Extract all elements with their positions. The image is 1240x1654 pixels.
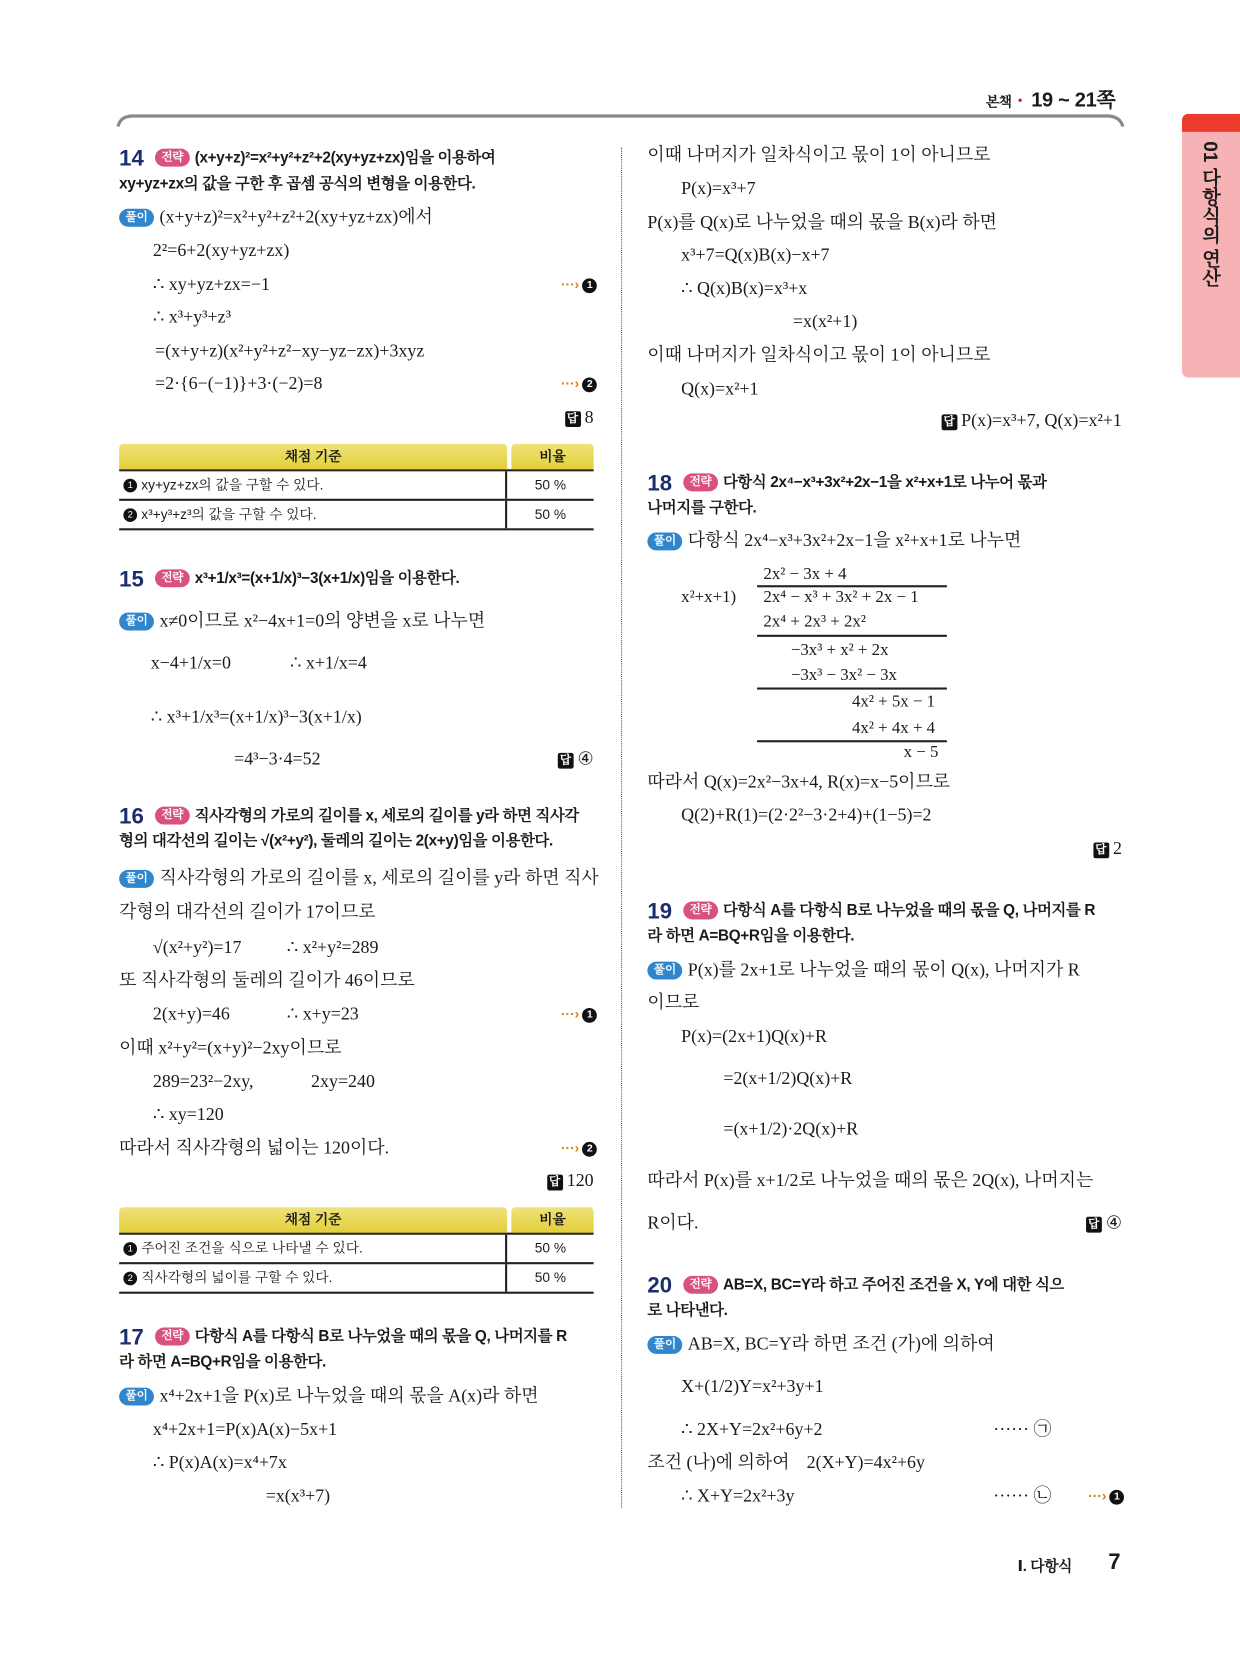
problem-number: 18 [647, 471, 673, 496]
equation: =(x+1/2)·2Q(x)+R [723, 1118, 859, 1139]
answer: 답 8 [565, 406, 594, 429]
solution-line: 풀이 x≠0이므로 x²−4x+1=0의 양변을 x로 나누면 [119, 609, 485, 632]
equation-label: ······ ㉡ [993, 1485, 1052, 1506]
equation: ∴ x²+y²=289 [286, 937, 379, 958]
equation: 2(X+Y)=4x²+6y [806, 1451, 925, 1472]
text-line: R이다. [647, 1212, 699, 1233]
equation: Q(x)=x²+1 [681, 378, 759, 399]
table-row: 2 직사각형의 넓이를 구할 수 있다. 50 % [119, 1262, 593, 1294]
chapter-side-tab[interactable] [1182, 114, 1240, 378]
division-remainder: x − 5 [903, 743, 939, 762]
answer: 답 2 [1093, 837, 1122, 860]
answer-icon: 답 [565, 411, 581, 427]
strategy-line: 전략 다항식 2x⁴−x³+3x²+2x−1을 x²+x+1로 나누어 몫과 [683, 471, 1046, 494]
header-rule [116, 112, 1126, 129]
solution-line: 풀이 AB=X, BC=Y라 하면 조건 (가)에 의하여 [647, 1333, 994, 1356]
equation: ∴ X+Y=2x²+3y [681, 1485, 795, 1506]
solution-line: 풀이 다항식 2x⁴−x³+3x²+2x−1을 x²+x+1로 나누면 [647, 529, 1021, 552]
equation: ∴ x³+y³+z³ [152, 306, 232, 327]
step-marker-1: ···› 1 [1088, 1485, 1124, 1508]
equation: ∴ x³+1/x³=(x+1/x)³−3(x+1/x) [150, 706, 362, 727]
strategy-text: xy+yz+zx의 값을 구한 후 곱셈 공식의 변형을 이용한다. [119, 176, 476, 193]
equation: ∴ xy=120 [152, 1103, 224, 1125]
text-line: 이때 나머지가 일차식이고 몫이 1이 아니므로 [647, 144, 991, 165]
equation: √(x²+y²)=17 [152, 937, 242, 958]
text-line: P(x)를 Q(x)로 나누었을 때의 몫을 B(x)라 하면 [647, 211, 997, 232]
equation: x⁴+2x+1=P(x)A(x)−5x+1 [152, 1419, 338, 1440]
chapter-tab-label: 01 다항식의 연산 [1199, 141, 1222, 287]
equation-label: ······ ㉠ [993, 1419, 1052, 1440]
equation: ∴ Q(x)B(x)=x³+x [681, 278, 808, 299]
table-header-criteria: 채점 기준 [119, 1207, 507, 1232]
problem-number: 15 [119, 567, 144, 592]
division-step: −3x³ + x² + 2x [790, 641, 889, 660]
header-pages: 19 ~ 21쪽 [1031, 89, 1116, 112]
table-row: 1 xy+yz+zx의 값을 구할 수 있다. 50 % [119, 469, 593, 499]
solution-line: 풀이 x⁴+2x+1을 P(x)로 나누었을 때의 몫을 A(x)라 하면 [119, 1384, 538, 1407]
strategy-text: 라 하면 A=BQ+R임을 이용한다. [647, 927, 855, 945]
text-line: 각형의 대각선의 길이가 17이므로 [119, 901, 376, 922]
division-quotient: 2x² − 3x + 4 [763, 565, 847, 584]
strategy-line: 전략 다항식 A를 다항식 B로 나누었을 때의 몫을 Q, 나머지를 R [155, 1325, 567, 1348]
strategy-text: 형의 대각선의 길이는 √(x²+y²), 둘레의 길이는 2(x+y)임을 이용한다. [119, 832, 553, 850]
strategy-text: 나머지를 구한다. [647, 499, 757, 517]
table-header-ratio: 비율 [511, 444, 593, 469]
answer: 답 ④ [558, 748, 594, 771]
solution-line: 풀이 P(x)를 2x+1로 나누었을 때의 몫이 Q(x), 나머지가 R [647, 958, 1079, 981]
text-line: 이므로 [647, 992, 700, 1013]
table-row: 2 x³+y³+z³의 값을 구할 수 있다. 50 % [119, 499, 593, 531]
division-divisor: x²+x+1) [681, 588, 737, 607]
equation: ∴ x+1/x=4 [289, 652, 367, 673]
text-line: 이때 나머지가 일차식이고 몫이 1이 아니므로 [647, 344, 991, 365]
equation: 289=23²−2xy, [152, 1071, 254, 1092]
strategy-line: 전략 직사각형의 가로의 길이를 x, 세로의 길이를 y라 하면 직사각 [155, 805, 579, 828]
column-divider [621, 148, 622, 1508]
table-header-criteria: 채점 기준 [119, 444, 507, 469]
strategy-text: 라 하면 A=BQ+R임을 이용한다. [119, 1353, 326, 1371]
problem-number: 17 [119, 1325, 144, 1350]
equation: P(x)=x³+7 [681, 178, 756, 199]
equation: =x(x³+7) [265, 1485, 331, 1506]
division-step: −3x³ − 3x² − 3x [790, 666, 897, 685]
table-row: 1 주어진 조건을 식으로 나타낼 수 있다. 50 % [119, 1233, 593, 1263]
division-step: 4x² + 4x + 4 [851, 719, 936, 738]
step-marker-2: ···› 2 [561, 1137, 597, 1160]
equation: 2(x+y)=46 [152, 1003, 230, 1024]
answer: 답 P(x)=x³+7, Q(x)=x²+1 [941, 409, 1122, 432]
grading-table [119, 444, 593, 530]
text-line: 또 직사각형의 둘레의 길이가 46이므로 [119, 970, 415, 991]
strategy-line: 전략 AB=X, BC=Y라 하고 주어진 조건을 X, Y에 대한 식으 [683, 1274, 1064, 1297]
answer: 답 120 [547, 1169, 594, 1192]
division-dividend: 2x⁴ − x³ + 3x² + 2x − 1 [763, 588, 919, 607]
equation: =4³−3·4=52 [234, 748, 321, 769]
strategy-line: 전략 x³+1/x³=(x+1/x)³−3(x+1/x)임을 이용한다. [155, 567, 459, 590]
division-step: 4x² + 5x − 1 [851, 692, 936, 711]
division-step: 2x⁴ + 2x³ + 2x² [763, 612, 866, 631]
equation: P(x)=(2x+1)Q(x)+R [681, 1025, 827, 1046]
strategy-badge: 전략 [155, 149, 189, 167]
equation: Q(2)+R(1)=(2·2²−3·2+4)+(1−5)=2 [681, 804, 932, 825]
step-marker-1: ···› 1 [561, 273, 597, 296]
equation: ∴ xy+yz+zx=−1 [152, 274, 270, 295]
strategy-text: 로 나타낸다. [647, 1302, 728, 1320]
equation: 2xy=240 [311, 1071, 375, 1092]
step-marker-1: ···› 1 [561, 1003, 597, 1026]
text-line: 이때 x²+y²=(x+y)²−2xy이므로 [119, 1037, 342, 1058]
solution-badge: 풀이 [119, 209, 154, 227]
header-book-label: 본책 [985, 93, 1012, 110]
equation: =2·{6−(−1)}+3·(−2)=8 [154, 373, 323, 394]
equation: =x(x²+1) [792, 311, 858, 332]
strategy-line: 전략 다항식 A를 다항식 B로 나누었을 때의 몫을 Q, 나머지를 R [683, 899, 1095, 922]
equation: =2(x+1/2)Q(x)+R [723, 1068, 853, 1089]
solution-line: 풀이 직사각형의 가로의 길이를 x, 세로의 길이를 y라 하면 직사 [119, 867, 599, 890]
equation: 2²=6+2(xy+yz+zx) [152, 240, 290, 261]
solution-text: (x+y+z)²=x²+y²+z²+2(xy+yz+zx)에서 [159, 206, 433, 227]
equation: =(x+y+z)(x²+y²+z²−xy−yz−zx)+3xyz [154, 340, 425, 361]
text-line: 따라서 P(x)를 x+1/2로 나누었을 때의 몫은 2Q(x), 나머지는 [647, 1170, 1094, 1191]
strategy-text: (x+y+z)²=x²+y²+z²+2(xy+yz+zx)임을 이용하여 [194, 149, 496, 167]
step-marker-2: ···› 2 [561, 372, 597, 395]
equation: ∴ 2X+Y=2x²+6y+2 [681, 1419, 823, 1440]
footer-chapter: Ⅰ. 다항식 [1017, 1557, 1073, 1575]
text-line: 따라서 Q(x)=2x²−3x+4, R(x)=x−5이므로 [647, 771, 951, 792]
text-line: 따라서 직사각형의 넓이는 120이다. [119, 1137, 390, 1158]
problem-number: 20 [647, 1273, 673, 1298]
page-number: 7 [1108, 1549, 1121, 1575]
problem-number: 19 [647, 899, 673, 924]
strategy-line [155, 147, 495, 170]
grading-table [119, 1207, 593, 1293]
equation: ∴ x+y=23 [286, 1003, 359, 1024]
answer: 답 ④ [1086, 1212, 1122, 1235]
equation: x³+7=Q(x)B(x)−x+7 [681, 244, 830, 265]
equation: x−4+1/x=0 [150, 652, 231, 673]
equation: ∴ P(x)A(x)=x⁴+7x [152, 1451, 287, 1472]
header-bullet: • [1017, 93, 1023, 110]
text-line: 조건 (나)에 의하여 [647, 1451, 790, 1472]
problem-number: 14 [119, 146, 144, 171]
solution-line [119, 206, 433, 229]
problem-number: 16 [119, 804, 144, 829]
equation: X+(1/2)Y=x²+3y+1 [681, 1376, 824, 1397]
table-header-ratio: 비율 [511, 1207, 593, 1232]
